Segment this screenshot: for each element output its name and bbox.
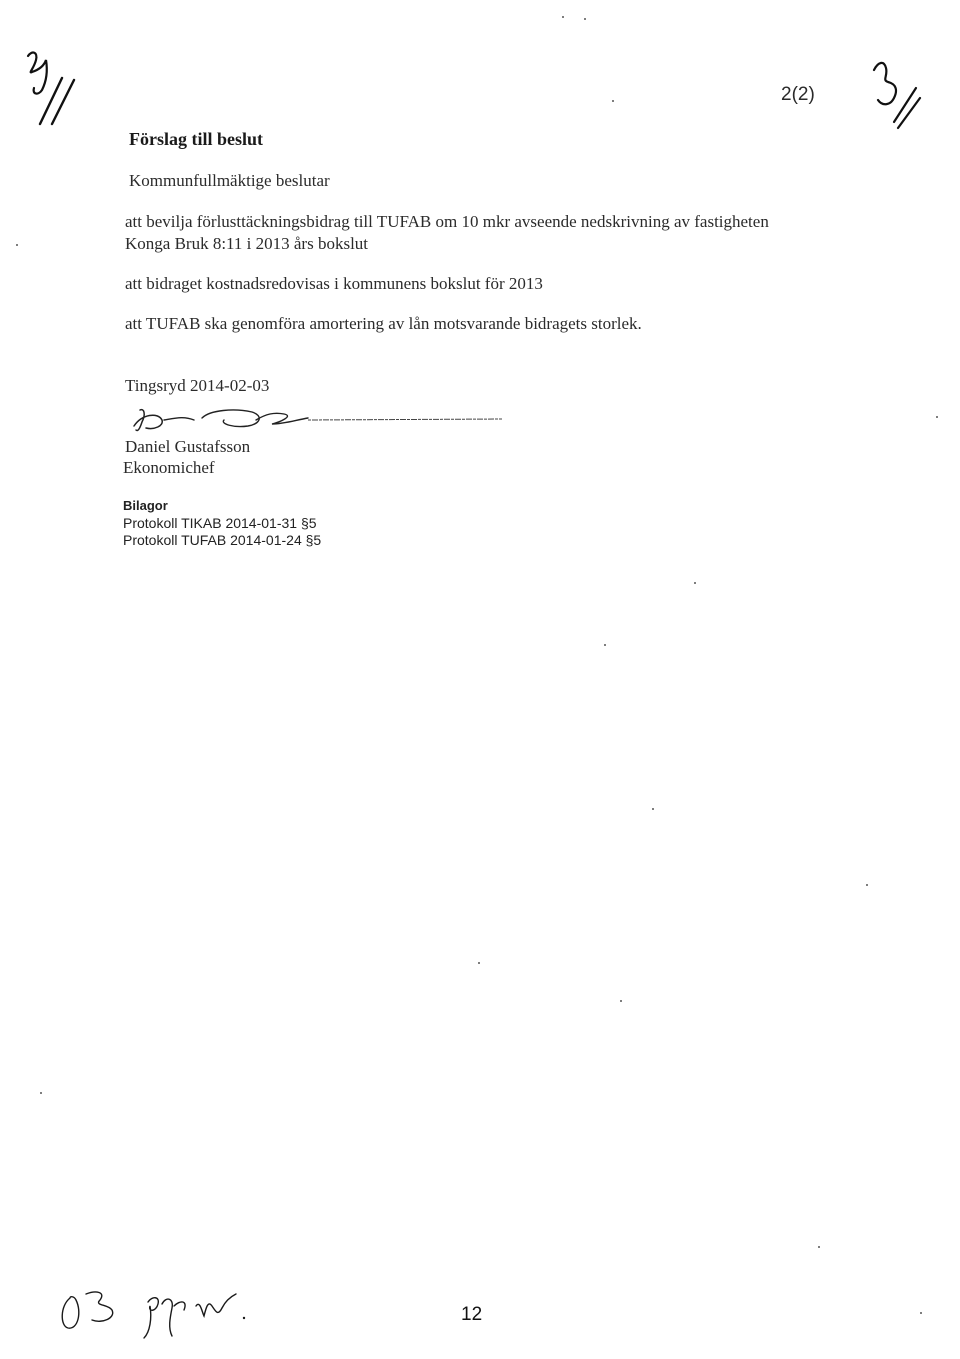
handwritten-page-mark-top-right xyxy=(864,48,924,128)
page-indicator: 2(2) xyxy=(781,84,815,105)
handwritten-initials-bottom xyxy=(56,1282,266,1342)
page-number: 12 xyxy=(461,1304,483,1325)
decision-2: att bidraget kostnadsredovisas i kommunens bokslut för 2013 xyxy=(125,274,543,293)
signatory-title: Ekonomichef xyxy=(123,458,215,477)
scan-speck xyxy=(936,416,938,418)
scan-speck xyxy=(478,962,480,964)
scan-speck xyxy=(620,1000,622,1002)
scan-speck xyxy=(694,582,696,584)
place-and-date: Tingsryd 2014-02-03 xyxy=(125,376,270,395)
scan-speck xyxy=(866,884,868,886)
attachment-item: Protokoll TUFAB 2014-01-24 §5 xyxy=(123,532,322,548)
signature xyxy=(124,404,504,436)
scan-speck xyxy=(920,1312,922,1314)
scan-speck xyxy=(818,1246,820,1248)
scan-speck xyxy=(584,18,586,20)
decision-1-line-1: att bevilja förlusttäckningsbidrag till TUFAB om 10 mkr avseende nedskrivning av fastigheten xyxy=(125,212,769,231)
scan-speck xyxy=(604,644,606,646)
scan-speck xyxy=(16,244,18,246)
handwritten-page-mark-top-left xyxy=(22,42,82,127)
proposal-intro: Kommunfullmäktige beslutar xyxy=(129,171,330,190)
scan-speck xyxy=(652,808,654,810)
signatory-name: Daniel Gustafsson xyxy=(125,437,251,456)
attachment-item: Protokoll TIKAB 2014-01-31 §5 xyxy=(123,515,317,531)
decision-3: att TUFAB ska genomföra amortering av lån motsvarande bidragets storlek. xyxy=(125,314,642,333)
scan-speck xyxy=(612,100,614,102)
scan-speck xyxy=(40,1092,42,1094)
scan-speck xyxy=(562,16,564,18)
proposal-heading: Förslag till beslut xyxy=(129,129,263,149)
decision-1-line-2: Konga Bruk 8:11 i 2013 års bokslut xyxy=(125,234,369,253)
attachments-title: Bilagor xyxy=(123,498,168,513)
